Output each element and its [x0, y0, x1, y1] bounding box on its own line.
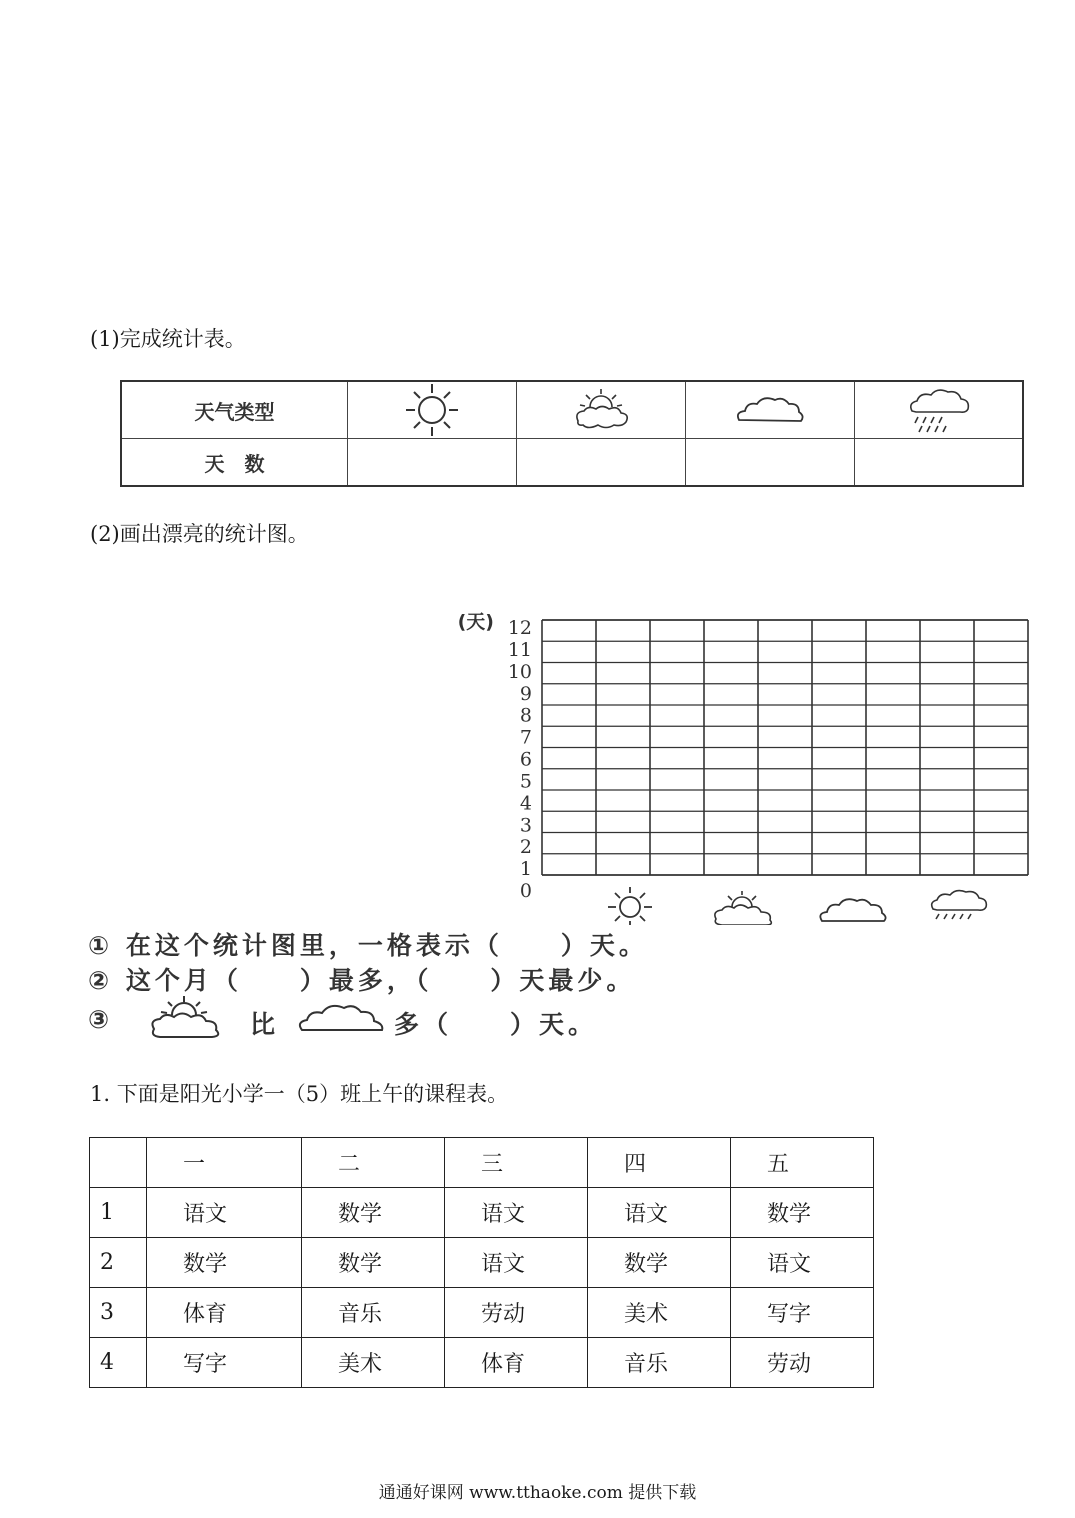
- question-1: ① 在这个统计图里，一格表示（ ）天。: [88, 931, 648, 960]
- days-partly-cloudy-cell: [517, 439, 686, 485]
- table-row: [90, 1238, 874, 1288]
- y-tick-label: 3: [519, 814, 532, 837]
- row-header-days: 天 数: [122, 439, 348, 485]
- y-tick-label: 5: [519, 770, 532, 793]
- subject-cell: 数学: [731, 1188, 874, 1238]
- rain-icon: [932, 891, 987, 919]
- subject-cell: 写字: [147, 1338, 302, 1388]
- header-cell: 五: [731, 1138, 874, 1188]
- subject-cell: 语文: [588, 1188, 731, 1238]
- subject-cell: 数学: [147, 1238, 302, 1288]
- y-tick-label: 7: [519, 726, 532, 749]
- sun-icon: [608, 887, 652, 925]
- cloud-icon: [686, 382, 855, 439]
- cloud-icon: [820, 899, 885, 921]
- subject-cell: 体育: [445, 1338, 588, 1388]
- subject-cell: 数学: [302, 1188, 445, 1238]
- part2-label: (2)画出漂亮的统计图。: [90, 522, 309, 546]
- header-cell: [90, 1138, 147, 1188]
- subject-cell: 美术: [302, 1338, 445, 1388]
- y-tick-label: 9: [519, 682, 532, 705]
- subject-cell: 写字: [731, 1288, 874, 1338]
- period-cell: 1: [90, 1188, 147, 1238]
- subject-cell: 数学: [302, 1238, 445, 1288]
- header-cell: 二: [302, 1138, 445, 1188]
- subject-cell: 劳动: [731, 1338, 874, 1388]
- row-header-weather-type: 天气类型: [122, 382, 348, 439]
- header-cell: 三: [445, 1138, 588, 1188]
- period-cell: 3: [90, 1288, 147, 1338]
- question-3-number: ③: [88, 1005, 114, 1034]
- days-cloud-cell: [686, 439, 855, 485]
- period-cell: 4: [90, 1338, 147, 1388]
- y-axis-label: (天): [457, 611, 494, 633]
- course-schedule-table: [89, 1137, 874, 1388]
- sun-icon: [348, 382, 517, 439]
- footer-text: 通通好课网 www.tthaoke.com 提供下载: [378, 1483, 697, 1503]
- period-cell: 2: [90, 1238, 147, 1288]
- subject-cell: 音乐: [588, 1338, 731, 1388]
- subject-cell: 体育: [147, 1288, 302, 1338]
- question-2: ② 这个月（ ）最多，（ ）天最少。: [88, 966, 636, 995]
- subject-cell: 语文: [147, 1188, 302, 1238]
- y-tick-label: 10: [507, 660, 532, 683]
- y-tick-label: 6: [519, 748, 532, 771]
- course-intro: 1. 下面是阳光小学一（5）班上午的课程表。: [90, 1082, 509, 1106]
- partly-cloudy-icon: [517, 382, 686, 439]
- partly-cloudy-icon: [715, 891, 771, 925]
- question-3-bi: 比: [250, 1010, 280, 1039]
- table-row: [90, 1338, 874, 1388]
- statistics-chart: [400, 605, 1040, 925]
- partly-cloudy-icon: [146, 995, 232, 1043]
- table-row: [90, 1188, 874, 1238]
- table-header-row: [90, 1138, 874, 1188]
- header-cell: 四: [588, 1138, 731, 1188]
- table-row: [90, 1288, 874, 1338]
- days-rain-cell: [855, 439, 1022, 485]
- subject-cell: 数学: [588, 1238, 731, 1288]
- subject-cell: 语文: [445, 1238, 588, 1288]
- cloud-icon: [294, 1000, 390, 1040]
- weather-stat-table: [120, 380, 1024, 487]
- subject-cell: 美术: [588, 1288, 731, 1338]
- y-tick-label: 2: [519, 836, 532, 859]
- y-tick-label: 0: [519, 880, 532, 902]
- subject-cell: 语文: [731, 1238, 874, 1288]
- y-tick-label: 1: [519, 858, 532, 881]
- part1-label: (1)完成统计表。: [90, 327, 246, 351]
- subject-cell: 语文: [445, 1188, 588, 1238]
- subject-cell: 音乐: [302, 1288, 445, 1338]
- rain-icon: [855, 382, 1022, 439]
- y-tick-label: 11: [507, 638, 532, 661]
- header-cell: 一: [147, 1138, 302, 1188]
- subject-cell: 劳动: [445, 1288, 588, 1338]
- y-tick-label: 12: [507, 617, 532, 639]
- y-tick-label: 4: [519, 792, 532, 815]
- days-sun-cell: [348, 439, 517, 485]
- question-3-rest: 多（ ）天。: [394, 1010, 598, 1039]
- y-tick-label: 8: [519, 704, 532, 727]
